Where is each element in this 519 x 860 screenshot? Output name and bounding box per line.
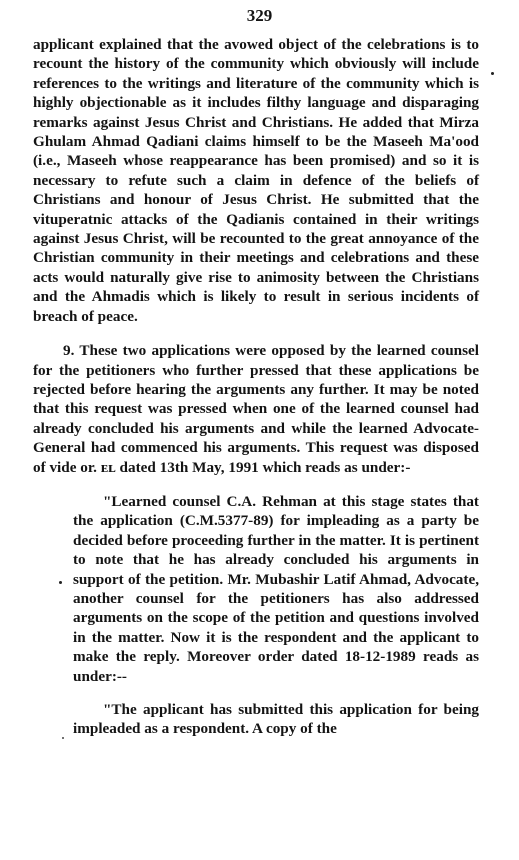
nested-quoted-order: "The applicant has submitted this application for being impleaded as a respondent. A copy of the [73,701,479,738]
quoted-order: "Learned counsel C.A. Rehman at this stage states that the application (C.M.5377-89) for impleading as a party be decided before proceeding further in the matter. It is pertinent to note that he has already concluded his arguments in support of the petition. Mr. Mubashir Latif Ahmad, Advocate, another counsel for the petitioners has also addressed arguments on the scope of the petition and questions involved in the matter. Now it is the respondent and the applicant to make the reply. Moreover order dated 18-12-1989 reads as under:-- [73,492,479,685]
stray-mark [491,72,494,75]
paragraph-9: 9. These two applications were opposed by the learned counsel for the petitioners who further pressed that these applications be rejected before hearing the arguments any further. It may be noted that this request was pressed when one of the learned counsel had already concluded his arguments and while the learned Advocate-General had commenced his arguments. This request was disposed of vide or. ᴇʟ dated 13th May, 1991 which reads as under:- [33,342,479,476]
paragraph-continuation: applicant explained that the avowed object of the celebrations is to recount the history of the community which obviously will include references to the writings and literature of the community which is highly objectionable as it includes filthy language and disparaging remarks against Jesus Christ and Christians. He added that Mirza Ghulam Ahmad Qadiani claims himself to be the Maseeh Ma'ood (i.e., Maseeh whose reappearance has been promised) and so it is necessary to refute such a claim in defence of the beliefs of Christians and honour of Jesus Christ. He submitted that the vituperatnic attacks of the Qadianis contained in their writings against Jesus Christ, will be recounted to the great annoyance of the Christian community in their meetings and celebrations and these acts would naturally give rise to animosity between the Christians and the Ahmadis which is likely to result in serious incidents of breach of peace. [33,36,479,325]
body-text [33,35,479,739]
page-number: 329 [246,6,273,25]
